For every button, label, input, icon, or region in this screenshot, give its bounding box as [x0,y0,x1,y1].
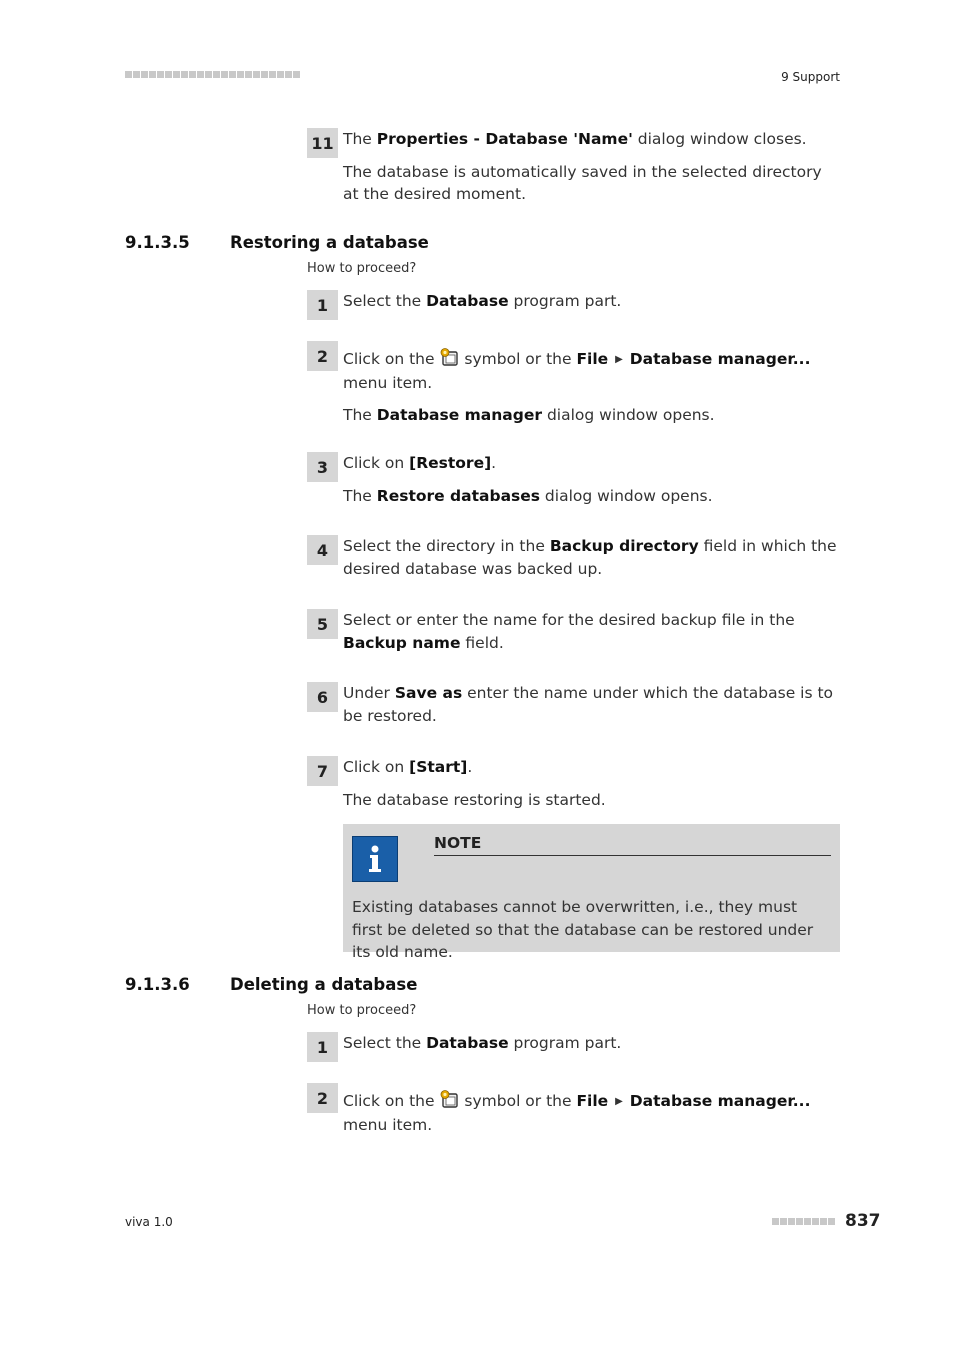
how-to-proceed: How to proceed? [307,1003,417,1018]
database-manager-icon[interactable] [440,348,458,366]
restore-step-2 [307,341,840,427]
step-number: 7 [307,756,338,786]
step-text: Select the directory in the Backup directory field in which the desired database was backed up. [343,537,837,578]
section-title: Restoring a database [230,233,429,252]
step-text: Select or enter the name for the desired backup file in the Backup name field. [343,611,795,652]
restore-step-1 [307,290,840,313]
step-number: 3 [307,452,338,482]
how-to-proceed: How to proceed? [307,261,417,276]
restore-step-5 [307,609,840,654]
step-number: 6 [307,682,338,712]
step-text: Select the Database program part. [343,1034,622,1052]
step-result: The Restore databases dialog window opens. [343,486,713,505]
section-number: 9.1.3.5 [125,233,190,252]
note-body: Existing databases cannot be overwritten, i.e., they must first be deleted so that the database can be restored under its old name. [352,898,814,961]
database-manager-icon[interactable] [440,1090,458,1108]
step-text: Click on the symbol or the File ▶ Database manager... menu item. [343,1092,811,1134]
step-number: 1 [307,290,338,320]
footer-product: viva 1.0 [125,1215,173,1229]
restore-step-4 [307,535,840,580]
restore-step-6 [307,682,840,727]
info-icon [352,836,398,882]
step-result: The database is automatically saved in the selected directory at the desired moment. [343,162,822,203]
step-11 [307,128,840,206]
note-box [343,824,840,961]
header-chapter: 9 Support [781,70,840,84]
step-text: Select the Database program part. [343,292,622,310]
note-title: NOTE [434,834,831,856]
delete-step-1 [307,1032,840,1055]
restore-step-7 [307,756,840,811]
section-number: 9.1.3.6 [125,975,190,994]
step-number: 2 [307,341,338,371]
page-number: 837 [845,1211,881,1231]
footer-decoration [772,1218,835,1225]
step-text: The Properties - Database 'Name' dialog window closes. [343,130,807,148]
delete-step-2 [307,1083,840,1136]
step-number: 5 [307,609,338,639]
step-text: Click on the symbol or the File ▶ Database manager... menu item. [343,350,811,392]
step-text: Click on [Start]. [343,758,473,776]
step-number: 11 [307,128,338,158]
step-number: 4 [307,535,338,565]
step-text: Click on [Restore]. [343,454,497,472]
step-number: 1 [307,1032,338,1062]
step-text: Under Save as enter the name under which the database is to be restored. [343,684,834,725]
restore-step-3 [307,452,840,507]
step-number: 2 [307,1083,338,1113]
header-decoration [125,71,300,80]
section-title: Deleting a database [230,975,418,994]
step-result: The database restoring is started. [343,790,606,809]
step-result: The Database manager dialog window opens. [343,406,715,424]
